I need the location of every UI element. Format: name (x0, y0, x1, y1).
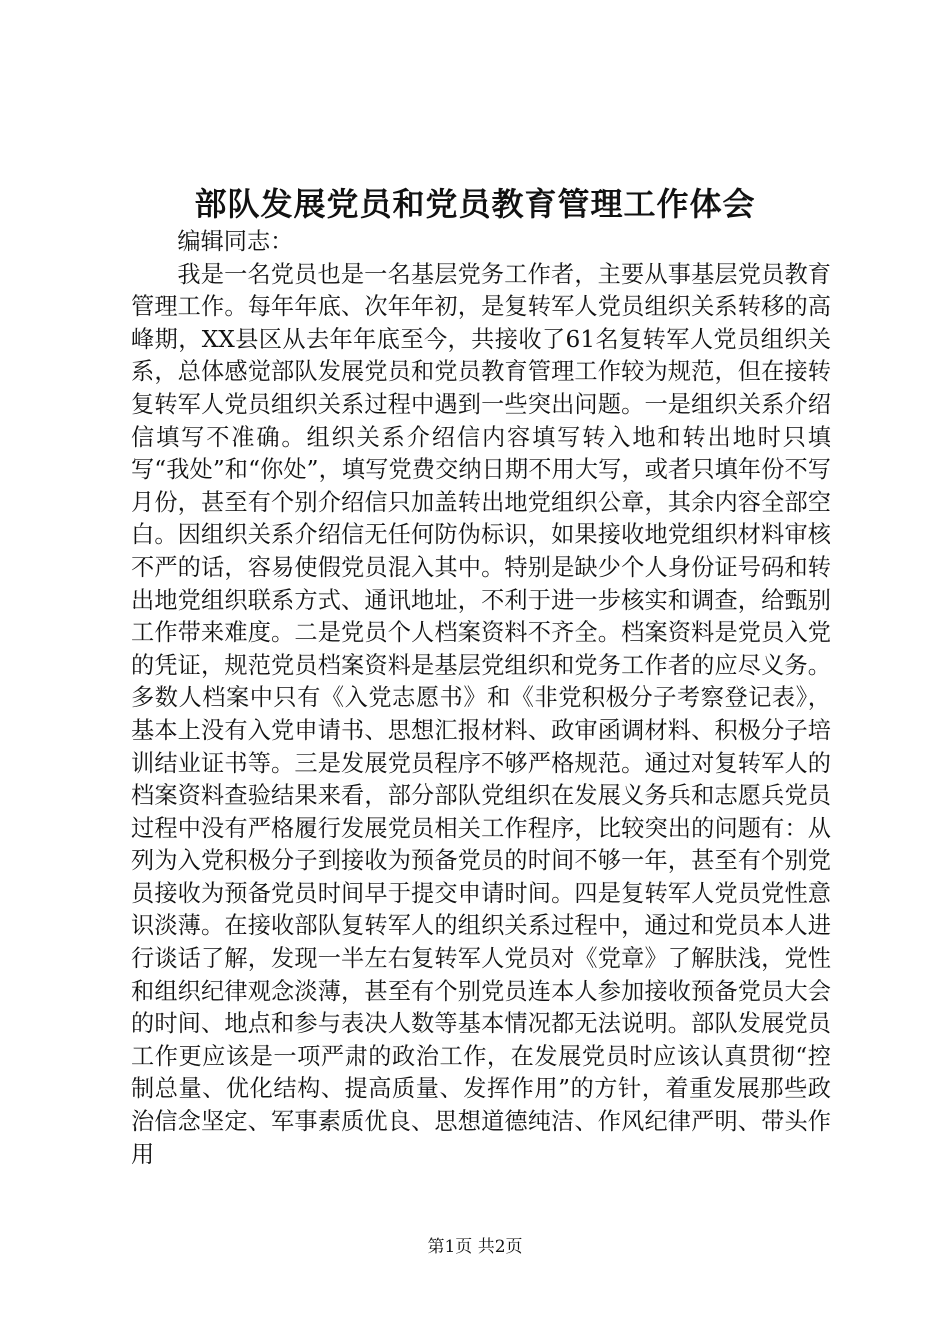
salutation: 编辑同志： (177, 228, 294, 255)
body-paragraph: 我是一名党员也是一名基层党务工作者，主要从事基层党员教育管理工作。每年年底、次年年初，是复转军人党员组织关系转移的高峰期，XX县区从去年年底至今，共接收了61名复转军人党员组织关系，总体感觉部队发展党员和党员教育管理工作较为规范，但在接转复转军人党员组织关系过程中遇到一些突出问题。一是组织关系介绍信填写不准确。组织关系介绍信内容填写转入地和转出地时只填写“我处”和“你处”，填写党费交纳日期不用大写，或者只填年份不写月份，甚至有个别介绍信只加盖转出地党组织公章，其余内容全部空白。因组织关系介绍信无任何防伪标识，如果接收地党组织材料审核不严的话，容易使假党员混入其中。特别是缺少个人身份证号码和转出地党组织联系方式、通讯地址，不利于进一步核实和调查，给甄别工作带来难度。二是党员个人档案资料不齐全。档案资料是党员入党的凭证，规范党员档案资料是基层党组织和党务工作者的应尽义务。多数人档案中只有《入党志愿书》和《非党积极分子考察登记表》，基本上没有入党申请书、思想汇报材料、政审函调材料、积极分子培训结业证书等。三是发展党员程序不够严格规范。通过对复转军人的档案资料查验结果来看，部分部队党组织在发展义务兵和志愿兵党员过程中没有严格履行发展党员相关工作程序，比较突出的问题有：从列为入党积极分子到接收为预备党员的时间不够一年，甚至有个别党员接收为预备党员时间早于提交申请时间。四是复转军人党员党性意识淡薄。在接收部队复转军人的组织关系过程中，通过和党员本人进行谈话了解，发现一半左右复转军人党员对《党章》了解肤浅，党性和组织纪律观念淡薄，甚至有个别党员连本人参加接收预备党员大会的时间、地点和参与表决人数等基本情况都无法说明。部队发展党员工作更应该是一项严肃的政治工作，在发展党员时应该认真贯彻“控制总量、优化结构、提高质量、发挥作用”的方针，着重发展那些政治信念坚定、军事素质优良、思想道德纯洁、作风纪律严明、带头作用 (131, 260, 831, 1168)
document-title: 部队发展党员和党员教育管理工作体会 (194, 185, 756, 223)
document-body (131, 226, 831, 1171)
page-footer: 第1页 共2页 (427, 1237, 523, 1257)
